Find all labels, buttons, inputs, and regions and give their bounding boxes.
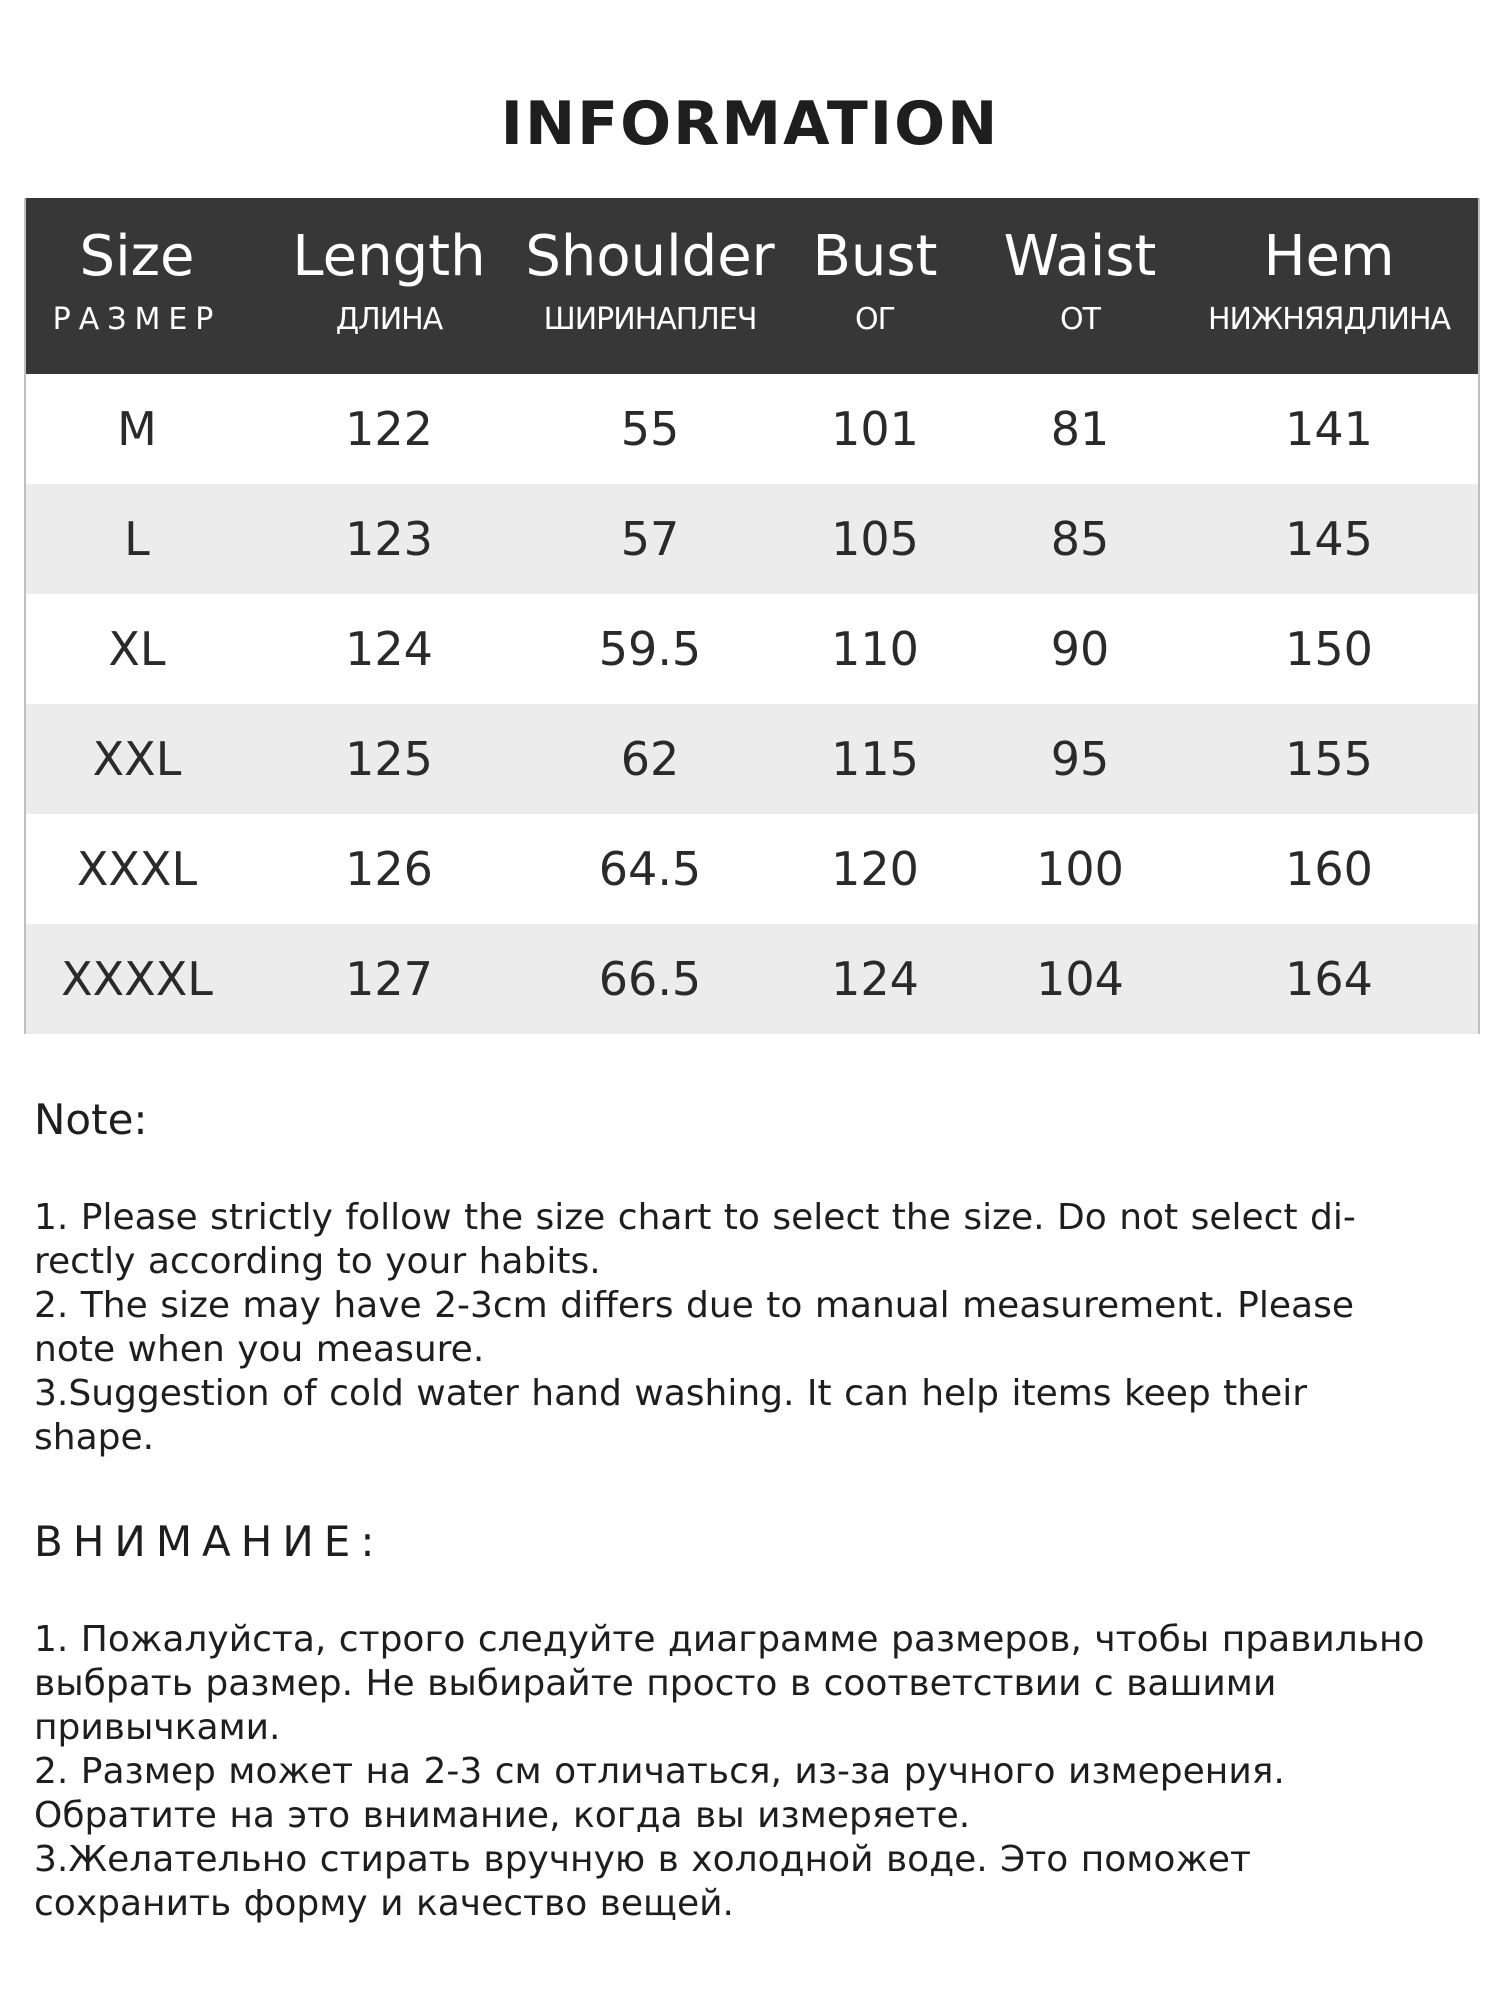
table-row-xl — [26, 594, 1478, 704]
cell-shoulder: 57 — [620, 512, 680, 566]
cell-size: L — [124, 512, 150, 566]
cell-hem: 141 — [1285, 402, 1373, 456]
table-row-l — [26, 484, 1478, 594]
cell-length: 123 — [345, 512, 433, 566]
note-line: 1. Please strictly follow the size chart to select the size. Do not select di- — [34, 1197, 1356, 1238]
cell-shoulder: 64.5 — [598, 842, 702, 896]
cell-hem: 145 — [1285, 512, 1373, 566]
cell-waist: 85 — [1050, 512, 1110, 566]
cell-length: 124 — [345, 622, 433, 676]
note-section-en — [34, 1094, 1454, 1460]
header-waist — [980, 198, 1180, 374]
note-heading-en: Note: — [34, 1095, 148, 1144]
header-bust — [770, 198, 980, 374]
note-line: выбрать размер. Не выбирайте просто в соответствии с вашими — [34, 1663, 1277, 1704]
cell-shoulder: 55 — [620, 402, 680, 456]
cell-length: 125 — [345, 732, 433, 786]
header-size-ru: РАЗМЕР — [52, 302, 222, 337]
note-line: сохранить форму и качество вещей. — [34, 1883, 734, 1924]
header-waist-en: Waist — [1003, 224, 1157, 289]
note-line: rectly according to your habits. — [34, 1241, 601, 1282]
header-length-en: Length — [292, 224, 486, 289]
cell-length: 126 — [345, 842, 433, 896]
header-bust-en: Bust — [812, 224, 938, 289]
note-line: 2. Размер может на 2-3 см отличаться, из-за ручного измерения. — [34, 1751, 1285, 1792]
cell-bust: 105 — [831, 512, 919, 566]
note-line: shape. — [34, 1417, 155, 1458]
note-section-ru — [34, 1516, 1454, 1926]
cell-bust: 101 — [831, 402, 919, 456]
cell-waist: 81 — [1050, 402, 1110, 456]
note-line: note when you measure. — [34, 1329, 485, 1370]
note-line: 2. The size may have 2-3cm differs due to manual measurement. Please — [34, 1285, 1354, 1326]
header-shoulder-en: Shoulder — [525, 224, 775, 289]
cell-hem: 160 — [1285, 842, 1373, 896]
note-line: привычками. — [34, 1707, 281, 1748]
header-hem — [1180, 198, 1478, 374]
cell-hem: 155 — [1285, 732, 1373, 786]
header-length — [248, 198, 530, 374]
cell-length: 122 — [345, 402, 433, 456]
header-length-ru: ДЛИНА — [335, 302, 443, 337]
note-line: 1. Пожалуйста, строго следуйте диаграмме размеров, чтобы правильно — [34, 1619, 1425, 1660]
header-waist-ru: ОТ — [1060, 302, 1100, 337]
header-hem-ru: НИЖНЯЯДЛИНА — [1207, 302, 1451, 337]
cell-shoulder: 66.5 — [598, 952, 702, 1006]
table-row-m — [26, 374, 1478, 484]
cell-bust: 120 — [831, 842, 919, 896]
note-line: 3.Желательно стирать вручную в холодной воде. Это поможет — [34, 1839, 1251, 1880]
cell-hem: 150 — [1285, 622, 1373, 676]
table-row-xxxxl — [26, 924, 1478, 1034]
note-line: 3.Suggestion of cold water hand washing. It can help items keep their — [34, 1373, 1308, 1414]
header-bust-ru: ОГ — [855, 302, 895, 337]
table-row-xxl — [26, 704, 1478, 814]
cell-bust: 110 — [831, 622, 919, 676]
table-header — [26, 198, 1478, 374]
table-row-xxxl — [26, 814, 1478, 924]
cell-waist: 95 — [1050, 732, 1110, 786]
note-heading-ru: ВНИМАНИЕ: — [34, 1517, 385, 1566]
cell-length: 127 — [345, 952, 433, 1006]
cell-bust: 124 — [831, 952, 919, 1006]
cell-bust: 115 — [831, 732, 919, 786]
page-title: INFORMATION — [500, 89, 1000, 159]
header-shoulder — [525, 198, 775, 374]
cell-size: XXXL — [76, 842, 198, 896]
cell-shoulder: 62 — [620, 732, 680, 786]
note-line: Обратите на это внимание, когда вы измеряете. — [34, 1795, 971, 1836]
cell-size: M — [117, 402, 157, 456]
cell-size: XL — [108, 622, 166, 676]
cell-waist: 90 — [1050, 622, 1110, 676]
header-size — [26, 198, 248, 374]
header-shoulder-ru: ШИРИНАПЛЕЧ — [543, 302, 757, 337]
cell-size: XXXXL — [61, 952, 213, 1006]
cell-shoulder: 59.5 — [598, 622, 702, 676]
cell-size: XXL — [92, 732, 182, 786]
cell-hem: 164 — [1285, 952, 1373, 1006]
size-chart-table — [24, 198, 1480, 1034]
cell-waist: 104 — [1036, 952, 1124, 1006]
header-hem-en: Hem — [1263, 224, 1395, 289]
cell-waist: 100 — [1036, 842, 1124, 896]
header-size-en: Size — [79, 224, 195, 289]
